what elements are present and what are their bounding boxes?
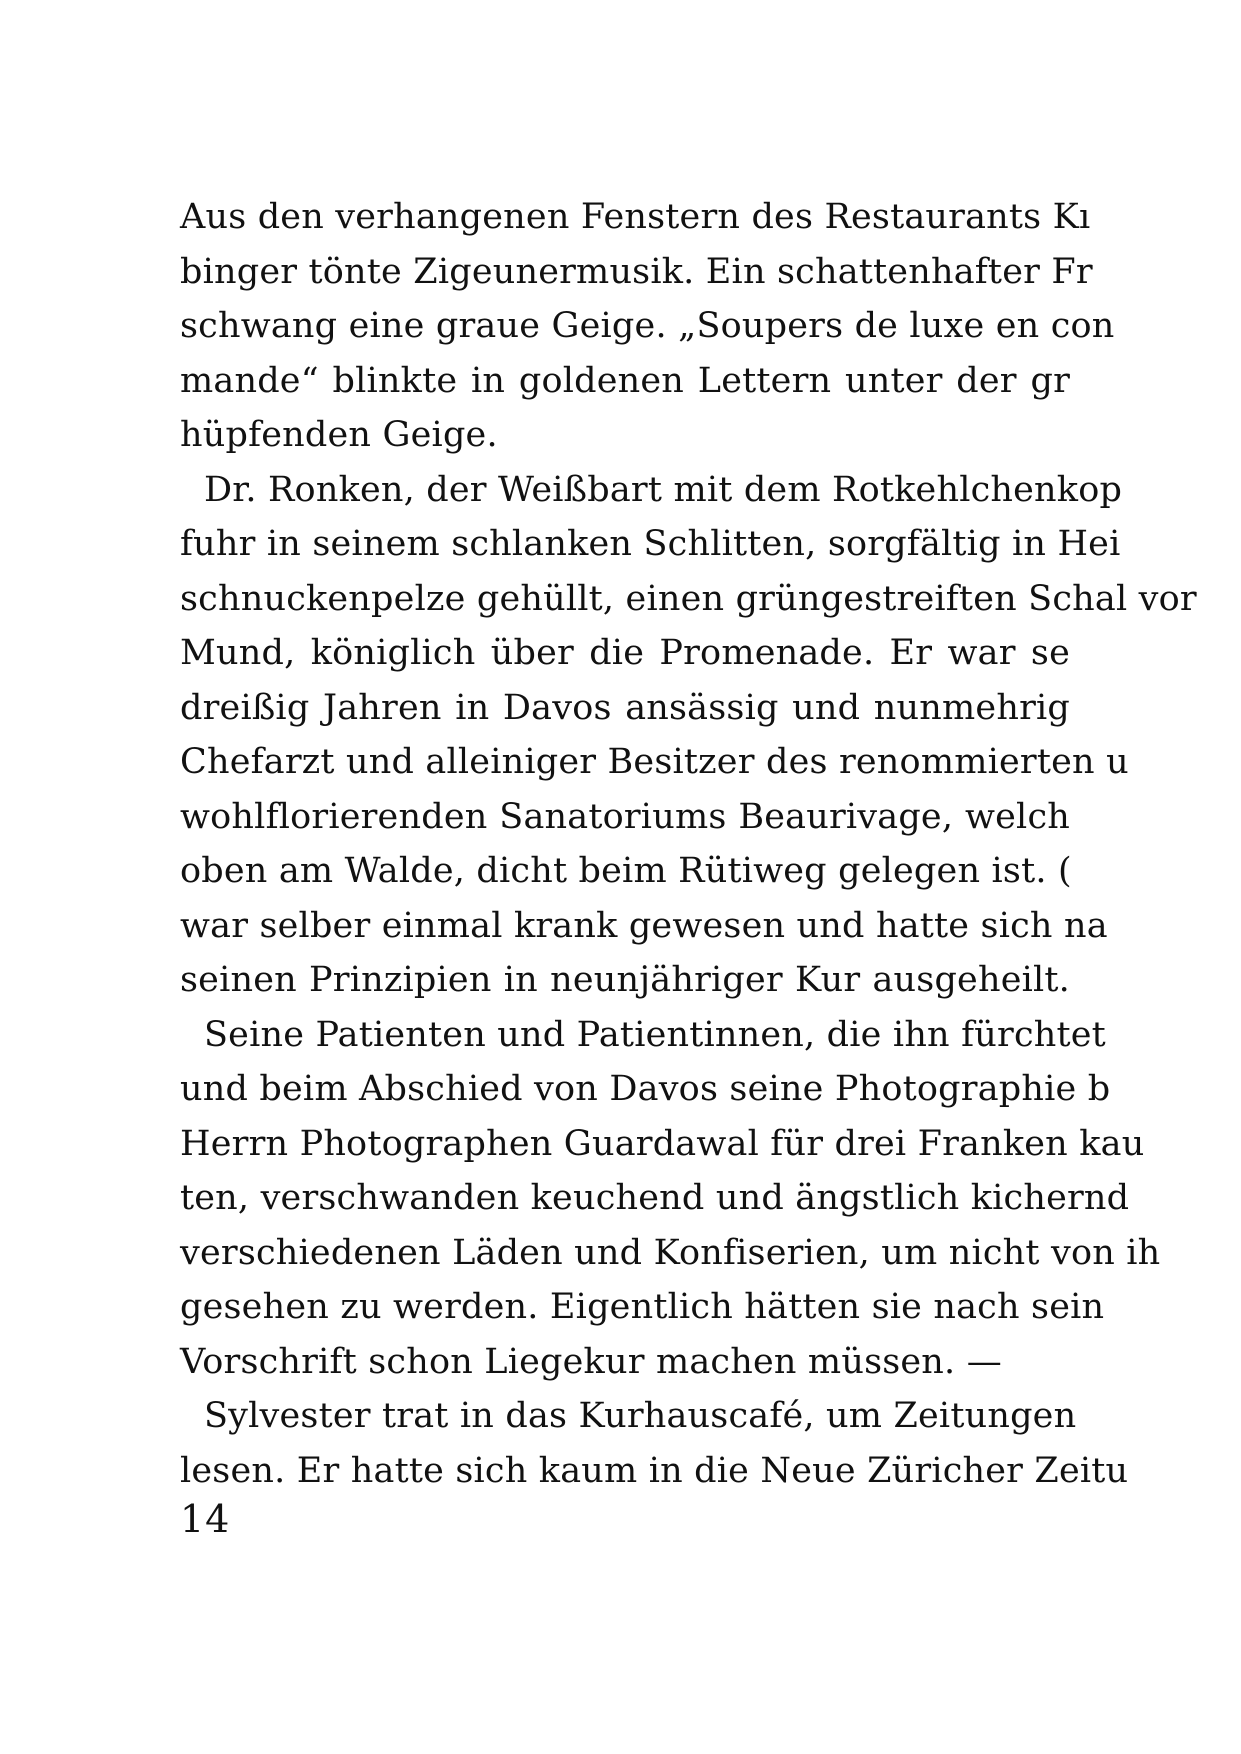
text-line: Aus den verhangenen Fenstern des Restaurants Kı xyxy=(180,197,1091,237)
text-line: Mund, königlich über die Promenade. Er war se xyxy=(180,633,1070,673)
text-line: Sylvester trat in das Kurhauscafé, um Zeitungen xyxy=(204,1396,1077,1436)
text-line: schwang eine graue Geige. „Soupers de luxe en con xyxy=(180,306,1115,346)
text-line: seinen Prinzipien in neunjähriger Kur ausgeheilt. xyxy=(180,960,1070,1000)
text-line: gesehen zu werden. Eigentlich hätten sie nach sein xyxy=(180,1287,1105,1327)
text-line: Chefarzt und alleiniger Besitzer des renommierten u xyxy=(180,742,1129,782)
text-line: binger tönte Zigeunermusik. Ein schattenhafter Fr xyxy=(180,251,1093,292)
text-line: dreißig Jahren in Davos ansässig und nunmehrig xyxy=(180,687,1070,728)
text-line: lesen. Er hatte sich kaum in die Neue Züricher Zeitu xyxy=(180,1450,1129,1491)
text-line: fuhr in seinem schlanken Schlitten, sorgfältig in Hei xyxy=(180,524,1121,564)
text-line: ten, verschwanden keuchend und ängstlich kichernd xyxy=(180,1178,1130,1218)
text-line: und beim Abschied von Davos seine Photographie b xyxy=(180,1069,1111,1109)
text-line: schnuckenpelze gehüllt, einen grüngestreiften Schal vor xyxy=(180,578,1197,619)
text-line: Dr. Ronken, der Weißbart mit dem Rotkehlchenkop xyxy=(204,469,1123,510)
text-line: hüpfenden Geige. xyxy=(180,415,498,455)
text-line: wohlflorierenden Sanatoriums Beaurivage, welch xyxy=(180,796,1070,837)
text-line: war selber einmal krank gewesen und hatte sich na xyxy=(180,905,1108,946)
text-line: mande“ blinkte in goldenen Lettern unter der gr xyxy=(180,360,1070,401)
text-line: Vorschrift schon Liegekur machen müssen. — xyxy=(180,1341,1002,1382)
text-line: Seine Patienten und Patientinnen, die ihn fürchtet xyxy=(204,1014,1106,1055)
text-line: oben am Walde, dicht beim Rütiweg gelegen ist. ( xyxy=(180,851,1072,891)
text-line: verschiedenen Läden und Konfiserien, um nicht von ih xyxy=(180,1232,1161,1273)
body-text xyxy=(180,190,1197,1491)
text-line: Herrn Photographen Guardawal für drei Franken kau xyxy=(180,1123,1145,1164)
page-number: 14 xyxy=(180,1497,231,1541)
